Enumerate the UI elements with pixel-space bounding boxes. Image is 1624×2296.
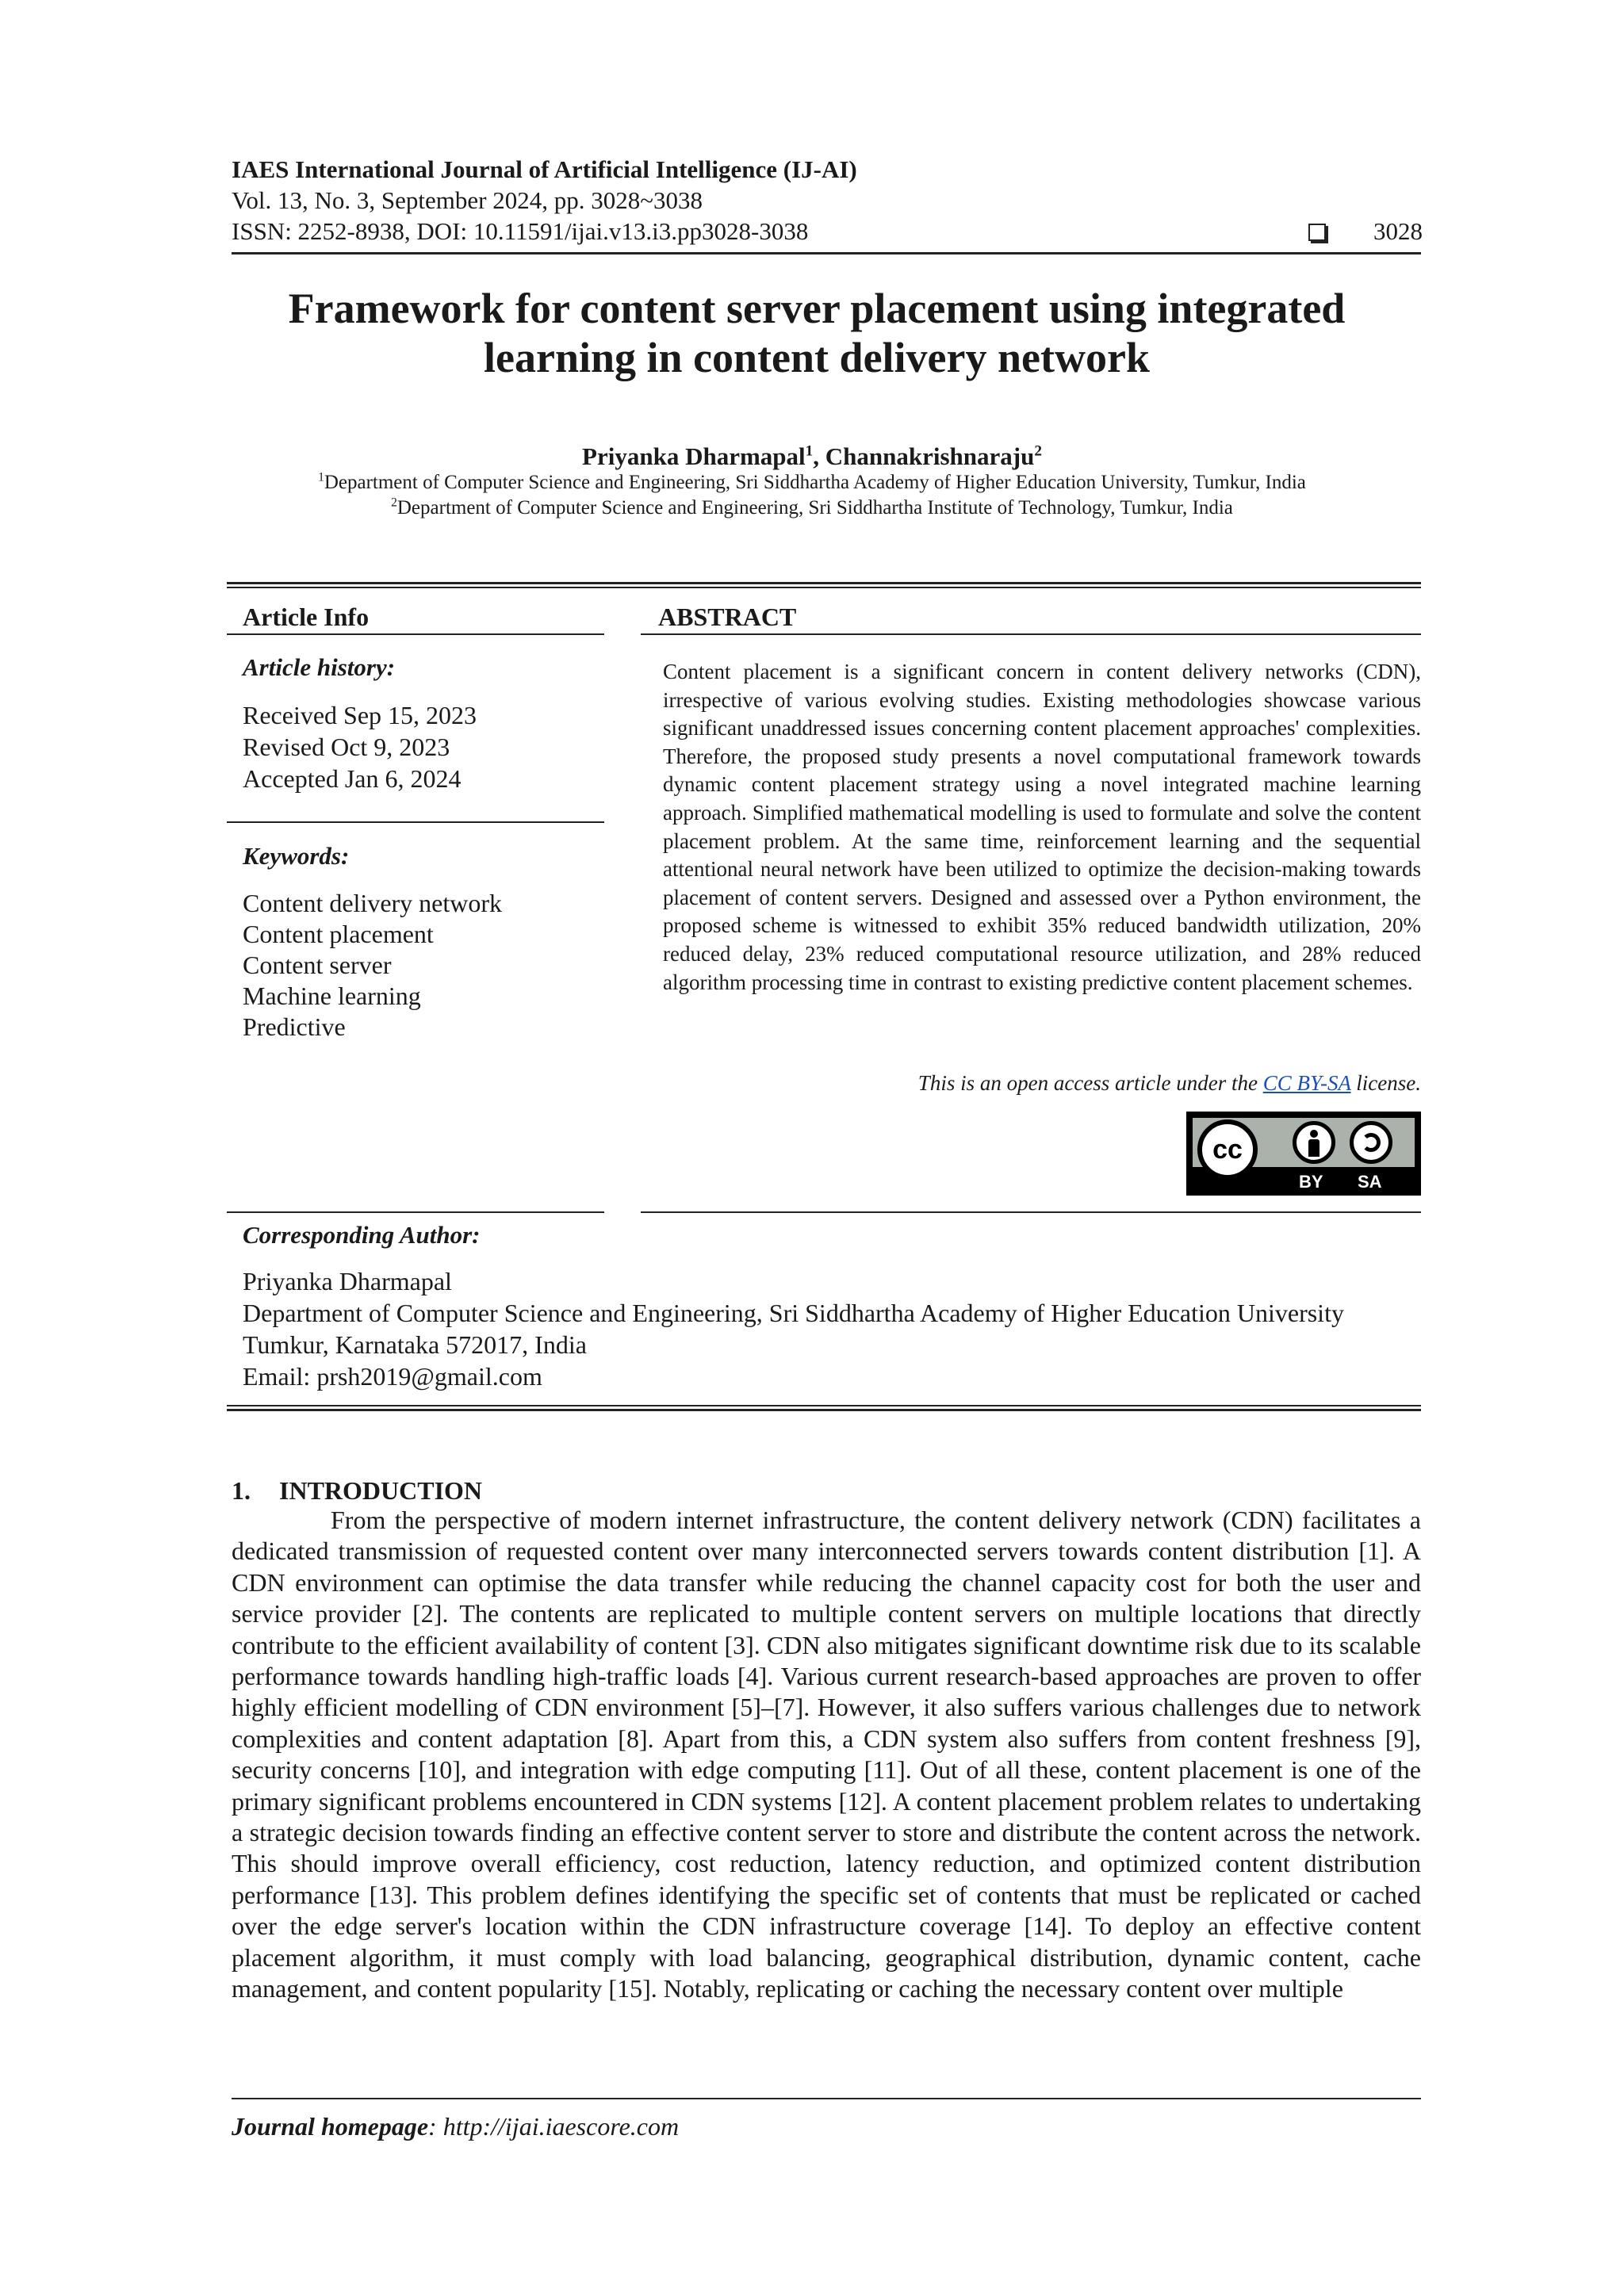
homepage-url[interactable]: http://ijai.iaescore.com bbox=[442, 2112, 680, 2141]
badge-sa-label: SA bbox=[1358, 1172, 1382, 1192]
history-list bbox=[243, 699, 477, 794]
keyword: Content server bbox=[243, 951, 392, 979]
cc-by-sa-badge[interactable] bbox=[1186, 1112, 1421, 1196]
keyword: Content delivery network bbox=[243, 889, 503, 917]
affiliation bbox=[0, 496, 1624, 520]
license-suffix: license. bbox=[1350, 1071, 1421, 1095]
homepage-label: Journal homepage bbox=[232, 2112, 429, 2141]
cc-by-sa-link[interactable]: CC BY-SA bbox=[1262, 1071, 1351, 1095]
abstract-text: Content placement is a significant concern in content delivery networks (CDN), irrespective of various evolving studies. Existing methodologies showcase various significant unaddressed issues concerning content placement approaches' complexities. Therefore, the proposed study presents a novel computational framework towards dynamic content placement strategy using a novel integrated machine learning approach. Simplified mathematical modelling is used to formulate and solve the content placement problem. At the same time, reinforcement learning and the sequential attentional neural network have been utilized to optimize the decision-making towards placement of content servers. Designed and assessed over a Python environment, the proposed scheme is witnessed to exhibit 35% reduced bandwidth utilization, 20% reduced delay, 23% reduced computational resource utilization, and 28% reduced algorithm processing time in contrast to existing predictive content placement schemes. bbox=[663, 660, 1421, 994]
introduction-body bbox=[232, 1505, 1421, 2005]
section-heading bbox=[232, 1476, 482, 1506]
corresponding-address: Tumkur, Karnataka 572017, India bbox=[243, 1330, 587, 1359]
author-affil-mark: 1 bbox=[805, 442, 814, 460]
affil-mark: 1 bbox=[318, 470, 324, 484]
keywords-heading: Keywords: bbox=[243, 842, 350, 870]
title-line-1: Framework for content server placement using integrated bbox=[288, 285, 1346, 332]
keyword: Content placement bbox=[243, 920, 434, 948]
section-title: INTRODUCTION bbox=[279, 1476, 483, 1505]
history-heading: Article history: bbox=[243, 653, 396, 681]
attribution-person-icon bbox=[1293, 1121, 1335, 1164]
keyword: Machine learning bbox=[243, 982, 421, 1010]
corresponding-dept: Department of Computer Science and Engineering, Sri Siddhartha Academy of Higher Education University bbox=[243, 1299, 1344, 1327]
cc-icon-text: cc bbox=[1212, 1135, 1243, 1165]
article-info-heading: Article Info bbox=[243, 603, 370, 631]
author-separator: , bbox=[813, 442, 825, 470]
corresponding-email: Email: prsh2019@gmail.com bbox=[243, 1362, 542, 1391]
affil-text: Department of Computer Science and Engineering, Sri Siddhartha Academy of Higher Education University, Tumkur, India bbox=[324, 472, 1306, 493]
affil-text: Department of Computer Science and Engineering, Sri Siddhartha Institute of Technology, Tumkur, India bbox=[396, 497, 1233, 519]
abstract-rule bbox=[641, 633, 1421, 635]
square-bullet-icon bbox=[1308, 224, 1326, 241]
header-rule bbox=[232, 252, 1421, 254]
affil-mark: 2 bbox=[391, 496, 397, 510]
introduction-paragraph: From the perspective of modern internet infrastructure, the content delivery network (CDN) facilitates a dedicated transmission of requested content over many interconnected servers towards content distribution [1]. A CDN environment can optimise the data transfer while reducing the channel capacity cost for both the user and service provider [2]. The contents are replicated to multiple content servers on multiple locations that directly contribute to the efficient availability of content [3]. CDN also mitigates significant downtime risk due to its scalable performance towards handling high-traffic loads [4]. Various current research-based approaches are proven to offer highly efficient modelling of CDN environment [5]–[7]. However, it also suffers various challenges due to network complexities and content adaptation [8]. Apart from this, a CDN system also suffers from content freshness [9], security concerns [10], and integration with edge computing [11]. Out of all these, content placement is one of the primary significant problems encountered in CDN systems [12]. A content placement problem relates to undertaking a strategic decision towards finding an effective content server to store and distribute the content across the network. This should improve overall efficiency, cost reduction, latency reduction, and optimized content distribution performance [13]. This problem defines identifying the specific set of contents that must be replicated or cached over the edge server's location within the CDN infrastructure coverage [14]. To deploy an effective content placement algorithm, it must comply with load balancing, geographical distribution, dynamic content, cache management, and content popularity [15]. Notably, replicating or caching the necessary content over multiple bbox=[232, 1506, 1421, 2003]
affiliation bbox=[0, 471, 1624, 495]
keywords-rule bbox=[227, 821, 604, 823]
journal-volume: Vol. 13, No. 3, September 2024, pp. 3028~3038 bbox=[232, 186, 703, 214]
abstract-heading: ABSTRACT bbox=[658, 603, 797, 631]
infobox-bottom-rule bbox=[227, 1409, 1421, 1411]
share-alike-icon bbox=[1350, 1121, 1392, 1164]
author-list bbox=[0, 442, 1624, 471]
author-name: Channakrishnaraju bbox=[825, 442, 1035, 470]
infobox-top-rule-thin bbox=[227, 587, 1421, 588]
abstract-bottom-rule bbox=[641, 1211, 1421, 1213]
paper-title bbox=[230, 284, 1404, 382]
keyword: Predictive bbox=[243, 1012, 346, 1041]
infobox-top-rule bbox=[227, 582, 1421, 584]
author-name: Priyanka Dharmapal bbox=[582, 442, 806, 470]
corresponding-heading: Corresponding Author: bbox=[243, 1221, 481, 1249]
author-affil-mark: 2 bbox=[1034, 442, 1042, 460]
section-number: 1. bbox=[232, 1476, 251, 1505]
article-info-bottom-rule bbox=[227, 1211, 604, 1213]
history-accepted: Accepted Jan 6, 2024 bbox=[243, 764, 462, 793]
journal-issn: ISSN: 2252-8938, DOI: 10.11591/ijai.v13.i3.pp3028-3038 bbox=[232, 217, 809, 245]
cc-icon bbox=[1197, 1119, 1258, 1180]
footer-rule bbox=[232, 2098, 1421, 2099]
journal-homepage bbox=[232, 2112, 679, 2141]
corresponding-details bbox=[243, 1265, 1344, 1392]
page-number: 3028 bbox=[1373, 217, 1423, 245]
infobox-bottom-rule-thin bbox=[227, 1405, 1421, 1406]
article-info-rule bbox=[227, 633, 604, 635]
keywords-list bbox=[243, 888, 502, 1043]
title-line-2: learning in content delivery network bbox=[484, 334, 1150, 381]
history-revised: Revised Oct 9, 2023 bbox=[243, 733, 450, 761]
license-prefix: This is an open access article under the bbox=[917, 1071, 1263, 1095]
history-received: Received Sep 15, 2023 bbox=[243, 701, 477, 729]
badge-by-label: BY bbox=[1299, 1172, 1323, 1192]
journal-name: IAES International Journal of Artificial Intelligence (IJ-AI) bbox=[232, 155, 857, 183]
corresponding-name: Priyanka Dharmapal bbox=[243, 1267, 452, 1295]
open-access-note bbox=[663, 1071, 1421, 1096]
homepage-sep: : bbox=[428, 2112, 443, 2141]
